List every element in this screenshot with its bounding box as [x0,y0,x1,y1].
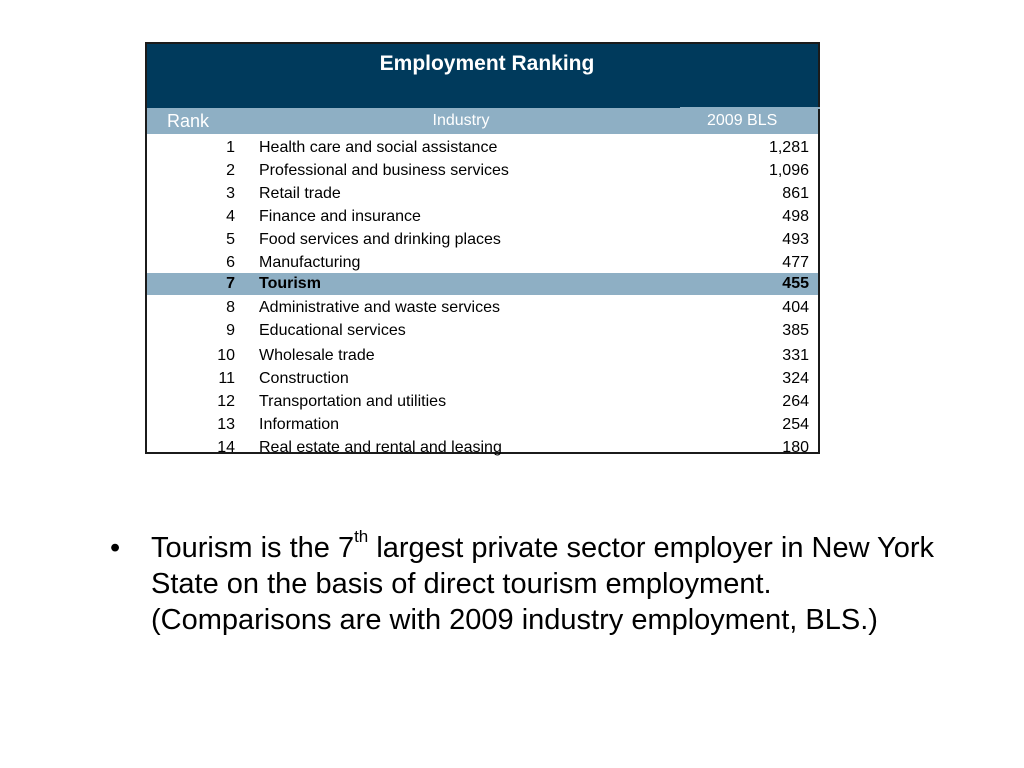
row-industry: Retail trade [259,185,341,202]
row-rank: 12 [217,393,235,410]
table-row [147,273,818,295]
row-industry: Wholesale trade [259,347,375,364]
table-row [147,137,818,159]
row-rank: 4 [226,208,235,225]
row-rank: 3 [226,185,235,202]
row-value: 264 [782,393,809,410]
row-rank: 5 [226,231,235,248]
row-industry: Food services and drinking places [259,231,501,248]
table-row [147,183,818,205]
row-value: 1,096 [768,162,809,179]
row-industry: Construction [259,370,349,387]
table-title: Employment Ranking [379,52,595,75]
table-row [147,368,818,390]
row-value: 498 [782,208,809,225]
row-industry: Administrative and waste services [259,299,500,316]
table-row [147,252,818,274]
row-rank: 1 [226,139,235,156]
header-rank: Rank [167,111,210,131]
table-row [147,414,818,436]
row-rank: 10 [217,347,235,364]
header-2009-bls: 2009 BLS [707,112,778,129]
row-industry: Health care and social assistance [259,139,498,156]
row-value: 180 [782,439,809,456]
row-value: 861 [782,185,809,202]
table-row [147,320,818,342]
table-row [147,160,818,182]
row-industry: Tourism [259,275,321,292]
row-rank: 8 [226,299,235,316]
row-rank: 9 [226,322,235,339]
table-row [147,437,818,459]
bullet-text-before: Tourism is the 7 [151,532,355,564]
row-value: 385 [782,322,809,339]
table-row [147,229,818,251]
table-title-band [147,44,818,108]
bullet-superscript: th [354,527,369,547]
table-row [147,206,818,228]
row-industry: Manufacturing [259,254,361,271]
row-value: 455 [782,275,809,292]
row-value: 331 [782,347,809,364]
row-value: 477 [782,254,809,271]
row-industry: Finance and insurance [259,208,421,225]
employment-ranking-table [145,42,820,454]
table-row [147,391,818,413]
row-industry: Professional and business services [259,162,509,179]
bullet-text [151,527,941,638]
header-industry: Industry [432,112,490,129]
row-value: 254 [782,416,809,433]
row-industry: Educational services [259,322,406,339]
table-row [147,345,818,367]
row-rank: 14 [217,439,235,456]
row-value: 404 [782,299,809,316]
table-row [147,297,818,319]
bullet-text-after: largest private sector employer in New York State on the basis of direct tourism employment. (Comparisons are with 2009 industry employment, BLS.) [151,532,935,636]
row-rank: 2 [226,162,235,179]
row-value: 324 [782,370,809,387]
row-industry: Information [259,416,340,433]
table-header-row [147,108,818,134]
row-rank: 13 [217,416,235,433]
row-industry: Transportation and utilities [259,393,447,410]
row-value: 493 [782,231,809,248]
row-rank: 11 [218,370,235,387]
row-industry: Real estate and rental and leasing [259,439,502,456]
bullet-icon: • [110,532,121,564]
row-value: 1,281 [768,139,809,156]
row-rank: 6 [226,254,235,271]
row-rank: 7 [226,275,235,292]
